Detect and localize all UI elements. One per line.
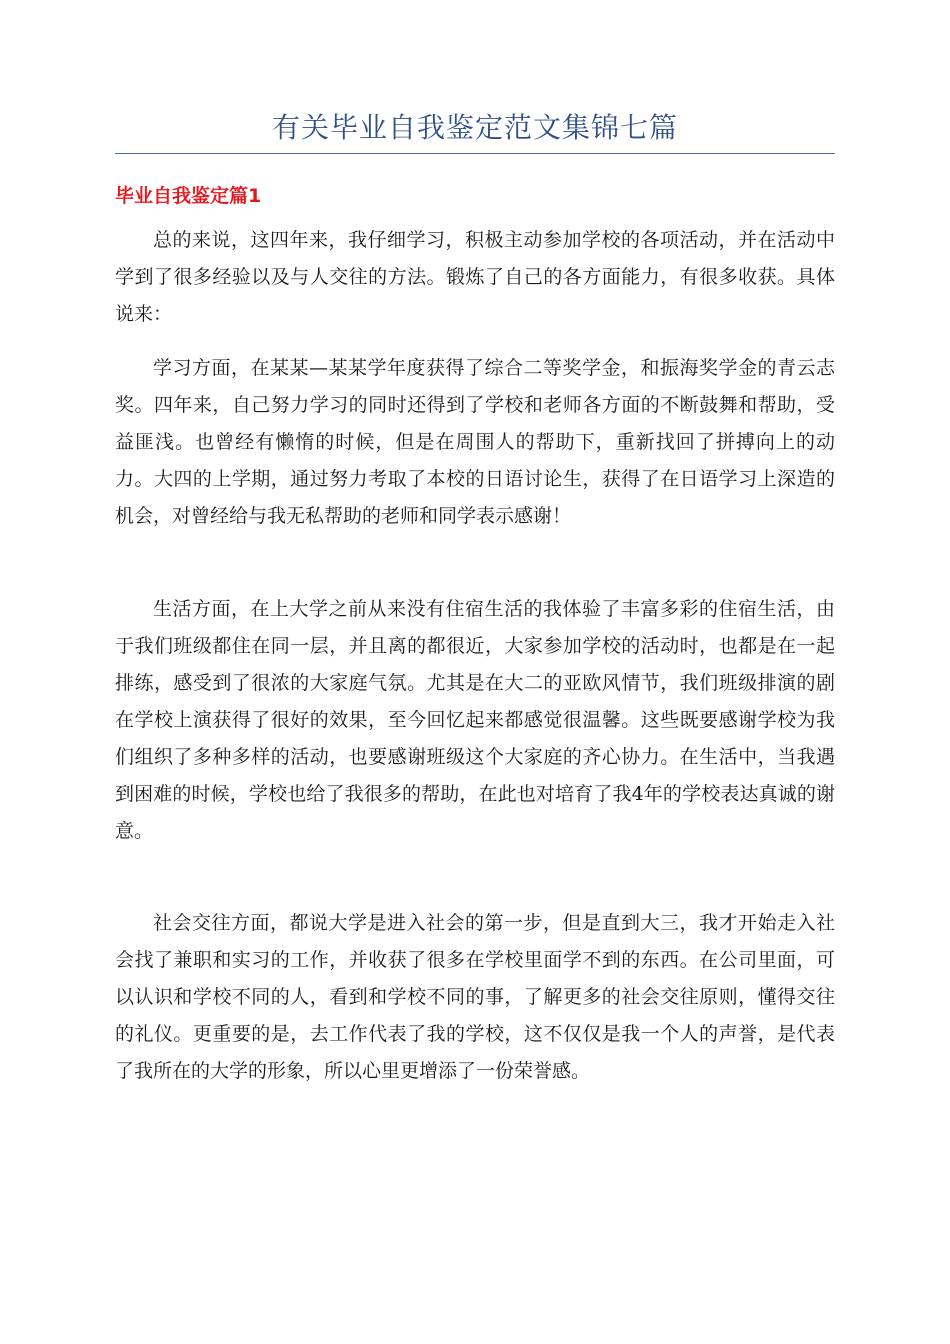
paragraph-3: 生活方面，在上大学之前从来没有住宿生活的我体验了丰富多彩的住宿生活，由于我们班级都住在同一层，并且离的都很近，大家参加学校的活动时，也都是在一起排练，感受到了很浓的大家庭气氛。尤其是在大二的亚欧风情节，我们班级排演的剧在学校上演获得了很好的效果，至今回忆起来都感觉很温馨。这些既要感谢学校为我们组织了多种多样的活动，也要感谢班级这个大家庭的齐心协力。在生活中，当我遇到困难的时候，学校也给了我很多的帮助，在此也对培育了我4年的学校表达真诚的谢意。: [115, 598, 835, 842]
paragraph-2: 学习方面，在某某—某某学年度获得了综合二等奖学金，和振海奖学金的青云志奖。四年来，自己努力学习的同时还得到了学校和老师各方面的不断鼓舞和帮助，受益匪浅。也曾经有懒惰的时候，但是在周围人的帮助下，重新找回了拼搏向上的动力。大四的上学期，通过努力考取了本校的日语讨论生，获得了在日语学习上深造的机会，对曾经给与我无私帮助的老师和同学表示感谢！: [115, 357, 835, 527]
paragraph-4: 社会交往方面，都说大学是进入社会的第一步，但是直到大三，我才开始走入社会找了兼职和实习的工作，并收获了很多在学校里面学不到的东西。在公司里面，可以认识和学校不同的人，看到和学校不同的事，了解更多的社会交往原则，懂得交往的礼仪。更重要的是，去工作代表了我的学校，这不仅仅是我一个人的声誉，是代表了我所在的大学的形象，所以心里更增添了一份荣誉感。: [115, 912, 835, 1082]
paragraph-1: 总的来说，这四年来，我仔细学习，积极主动参加学校的各项活动，并在活动中学到了很多经验以及与人交往的方法。锻炼了自己的各方面能力，有很多收获。具体说来：: [115, 229, 835, 325]
title-underline: [115, 153, 835, 154]
section-heading: 毕业自我鉴定篇1: [115, 185, 262, 207]
document-title: 有关毕业自我鉴定范文集锦七篇: [271, 111, 678, 144]
